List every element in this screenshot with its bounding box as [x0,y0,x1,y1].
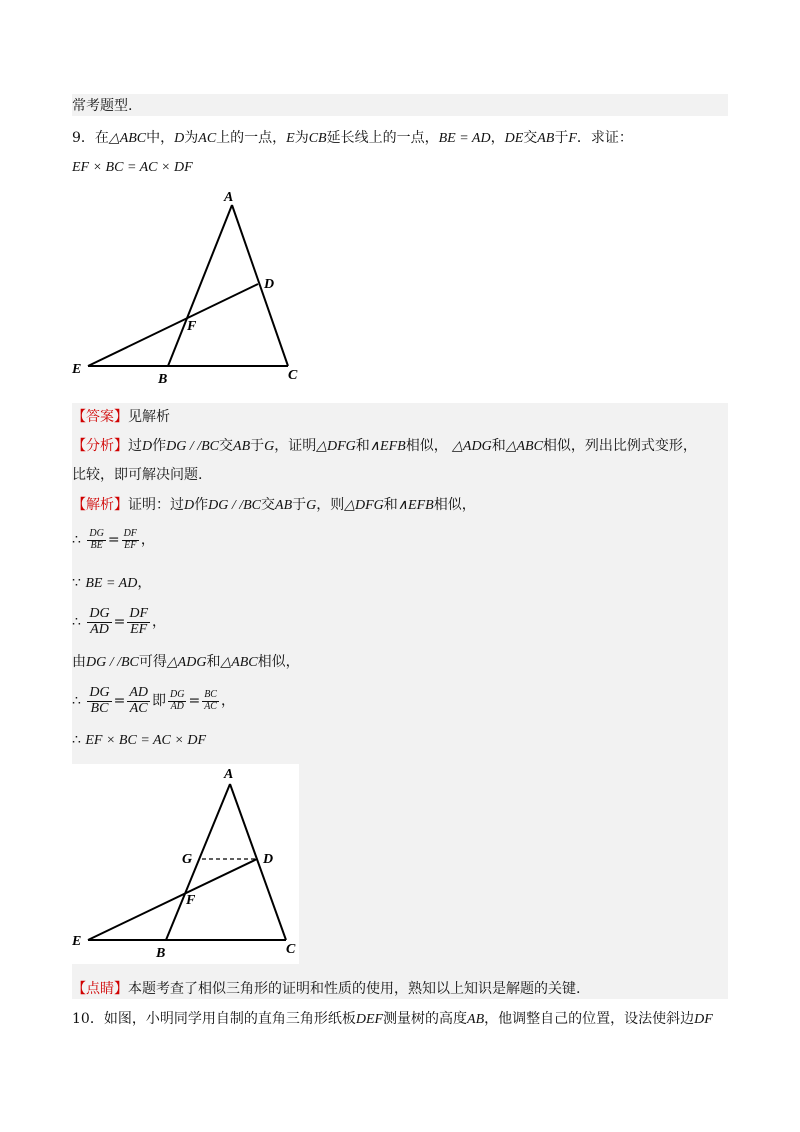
label-g-2: G [182,852,193,867]
fraction-bc-ac-small: $\frac{BC}{AC}$ [204,689,217,712]
segment-ac [232,205,288,366]
analysis-tag: 【分析】 [72,438,128,454]
label-e-2: E [72,934,82,949]
segment-ac-2 [230,784,286,940]
fraction-df-ef: $\frac{DF}{EF}$ [123,528,137,551]
top-text: 常考题型. [72,98,133,114]
fraction-dg-ad-small: $\frac{DG}{AD}$ [170,689,185,712]
label-c-2: C [286,942,296,957]
segment-ab-2 [166,784,230,940]
answer-line: 【答案】见解析 [72,409,170,425]
label-b-2: B [156,946,166,961]
answer-tag: 【答案】 [72,409,128,425]
q10-statement: 10．如图，小明同学用自制的直角三角形纸板DEF测量树的高度AB，他调整自己的位置，设法使斜边DF [72,1011,713,1027]
analysis-line-2: 比较，即可解决问题. [72,467,203,483]
comment-tag: 【点睛】 [72,981,128,997]
solution-final: ∴ EF × BC = AC × DF [72,732,207,748]
q9-claim: EF × BC = AC × DF [72,160,193,175]
fraction-dg-bc: $\frac{DG}{BC}$ [89,684,110,716]
solution-step-3: ∴ $\frac{DG}{AD}$ = $\frac{DF}{EF}$ ， [72,605,167,637]
label-e: E [72,362,82,377]
label-f: F [187,319,197,334]
top-shade [72,94,728,116]
solution-step-4: 由DG / /BC可得△ADG和△ABC相似， [72,654,300,670]
solution-step-1: ∴ $\frac{DG}{BE}$ = $\frac{DF}{EF}$ ， [72,528,155,551]
fraction-dg-ad: $\frac{DG}{AD}$ [89,605,110,637]
figure-triangle-1 [60,185,320,390]
label-d: D [264,277,275,292]
label-a-2: A [224,767,234,782]
figure-triangle-2 [72,764,299,964]
segment-ab [168,205,232,366]
label-a: A [224,190,234,205]
fraction-dg-be: $\frac{DG}{BE}$ [89,528,104,551]
q9-statement: 9．在△ABC中，D为AC上的一点，E为CB延长线上的一点，BE = AD，DE交AB于F．求证： [72,130,633,146]
solution-tag: 【解析】 [72,497,128,513]
segment-ed-2 [88,859,257,940]
comment-line: 【点睛】本题考查了相似三角形的证明和性质的使用，熟知以上知识是解题的关键. [72,981,581,997]
label-f-2: F [186,893,196,908]
solution-step-5: ∴ $\frac{DG}{BC}$ = $\frac{AD}{AC}$ 即 $\frac{DG}{AD}$ = $\frac{BC}{AC}$ ， [72,684,235,716]
fraction-ad-ac: $\frac{AD}{AC}$ [129,684,149,716]
label-c: C [288,368,298,383]
solution-line-1: 【解析】证明：过D作DG / /BC交AB于G，则△DFG和∧EFB相似， [72,497,476,513]
solution-step-2: ∵ BE = AD， [72,575,152,591]
analysis-line-1: 【分析】过D作DG / /BC交AB于G，证明△DFG和∧EFB相似， △ADG和△ABC相似，列出比例式变形， [72,438,697,454]
fraction-df-ef-2: $\frac{DF}{EF}$ [129,605,149,637]
label-b: B [158,372,168,387]
label-d-2: D [263,852,274,867]
